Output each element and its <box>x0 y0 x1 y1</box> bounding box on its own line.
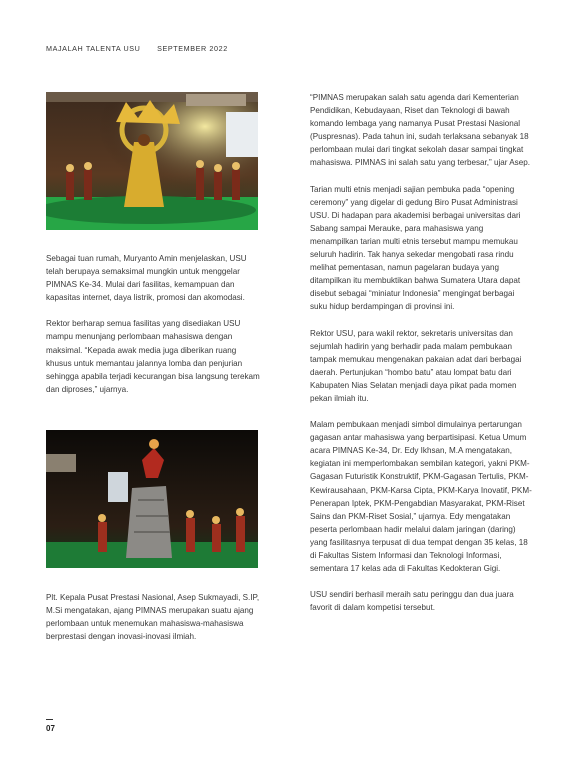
paragraph: Sebagai tuan rumah, Muryanto Amin menjelaskan, USU telah berupaya semaksimal mungkin untuk menggelar PIMNAS Ke-34. Mulai dari fasilitas, kemampuan dan kapasitas internet, daya listrik, promosi dan akomodasi. <box>46 254 247 303</box>
paragraph: Rektor USU, para wakil rektor, sekretaris universitas dan sejumlah hadirin yang berhadir pada malam pembukaan tampak memukau mengenakan pakaian adat dari berbagai daerah. Pertunjukan “hombo batu” atau lompat batu dari Kabupaten Nias Selatan menjadi daya pikat pada momen pekan ilmiah itu. <box>310 328 522 403</box>
issue-date: SEPTEMBER 2022 <box>157 44 228 53</box>
paragraph: “PIMNAS merupakan salah satu agenda dari Kementerian Pendidikan, Kebudayaan, Riset dan Teknologi di bawah komando lembaga yang namanya Pusat Prestasi Nasional (Puspresnas). Pada tahun ini, sudah terlaksana sebanyak 18 perlombaan mulai dari tingkat sekolah dasar sampai tingkat mahasiswa. PIMNAS ini salah satu yang terbesar,” ujar Asep. <box>310 93 530 168</box>
paragraph: Plt. Kepala Pusat Prestasi Nasional, Asep Sukmayadi, S.IP, M.Si mengatakan, ajang PIMNAS merupakan suatu ajang perlombaan untuk menemukan mahasiswa-mahasiswa berprestasi dengan inovasi-inovasi ilmiah. <box>46 593 260 642</box>
right-column <box>310 91 532 627</box>
paragraph: Malam pembukaan menjadi simbol dimulainya pertarungan gagasan antar mahasiswa yang berpartisipasi. Ketua Umum acara PIMNAS Ke-34, Dr. Edy Ikhsan, M.A mengatakan, kegiatan ini memperlombakan sembilan kategori, yakni PKM-Gagasan Futuristik Konstruktif, PKM-Gagasan Tertulis, PKM-Kewirausahaan, PKM-Karsa Cipta, PKM-Karya Inovatif, PKM-Penerapan Iptek, PKM-Pengabdian Masyarakat, PKM-Riset Sains dan PKM-Riset Sosial,” ujarnya. Edy mengatakan peserta perlombaan hadir melalui dalam jaringan (daring) yang fasilitasnya terpusat di dua tempat dengan 35 kelas, 18 di Fakultas Sistem Informasi dan Teknologi Informasi, sementara 17 kelas ada di Fakultas Kedokteran Gigi. <box>310 420 532 574</box>
paragraph: Rektor berharap semua fasilitas yang disediakan USU mampu menunjang perlombaan mahasiswa dengan maksimal. “Kepada awak media juga diberikan ruang khusus untuk memantau jalannya lomba dan penjurian sehingga apabila terjadi kecurangan bisa langsung terekam dan diproses,” ujarnya. <box>46 319 260 394</box>
left-column-bottom <box>46 591 260 656</box>
footer-rule <box>46 719 53 720</box>
paragraph: Tarian multi etnis menjadi sajian pembuka pada “opening ceremony” yang digelar di gedung Biro Pusat Administrasi USU. Di hadapan para akademisi berbagai universitas dari Sabang sampai Merauke, para mahasiswa yang menampilkan tarian multi etnis tersebut mampu memukau seluruh hadirin. Tak hanya sekedar mengobati rasa rindu melihat pementasan, namun pagelaran budaya yang ditampilkan itu membuktikan bahwa Sumatera Utara dapat disebut sebagai “miniatur Indonesia” mengingat berbagai suku hidup berdampingan di provinsi ini. <box>310 184 521 312</box>
running-header <box>46 44 228 53</box>
festival-stage-photo-1 <box>46 92 258 230</box>
page-number: 07 <box>46 724 55 733</box>
paragraph: USU sendiri berhasil meraih satu peringgu dan dua juara favorit di dalam kompetisi tersebut. <box>310 590 514 613</box>
festival-stage-photo-2 <box>46 430 258 568</box>
left-column-top <box>46 252 260 409</box>
magazine-name: MAJALAH TALENTA USU <box>46 44 141 53</box>
